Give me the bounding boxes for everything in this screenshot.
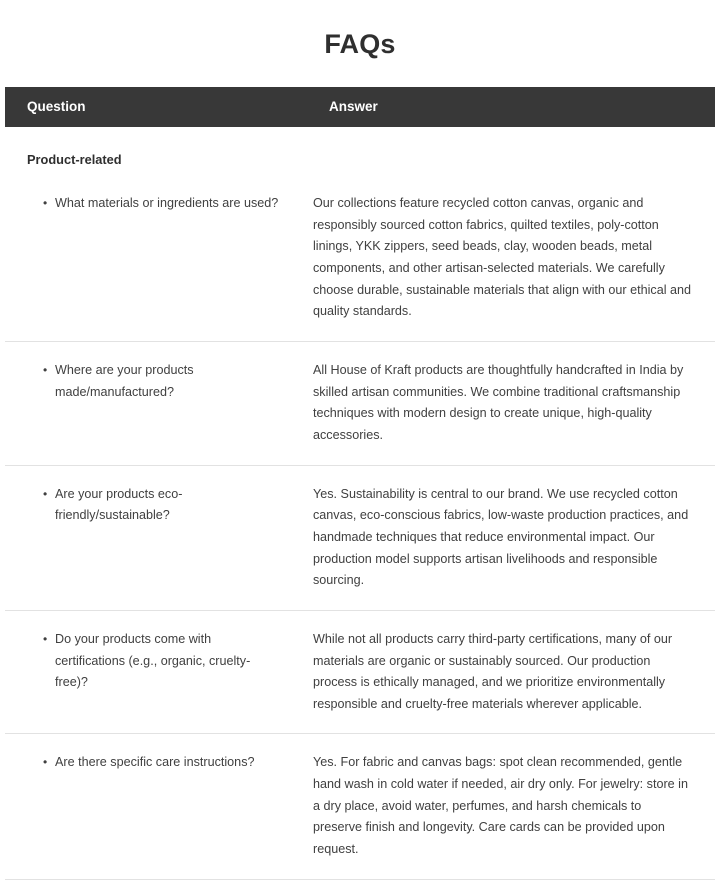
table-row bbox=[5, 465, 715, 610]
question-list bbox=[29, 629, 283, 694]
question-cell bbox=[5, 175, 307, 341]
section-heading-label: Product-related bbox=[27, 152, 122, 167]
question-list bbox=[29, 484, 283, 527]
question-text: • Where are your products made/manufactured? bbox=[43, 360, 283, 403]
answer-cell bbox=[307, 734, 715, 879]
question-list bbox=[29, 193, 283, 215]
answer-text: While not all products carry third-party certifications, many of our materials are organic or sustainably sourced. Our production process is ethically managed, and we prioritize environmentally responsible and cruelty-free materials wherever applicable. bbox=[313, 631, 673, 711]
table-row bbox=[5, 734, 715, 879]
answer-text: Yes. For fabric and canvas bags: spot clean recommended, gentle hand wash in cold water if needed, air dry only. For jewelry: store in a dry place, avoid water, perfumes, and harsh chemicals to preserve finish and longevity. Care cards can be provided upon request. bbox=[313, 755, 688, 857]
question-cell bbox=[5, 734, 307, 879]
question-list bbox=[29, 360, 283, 403]
table-header-row bbox=[5, 87, 715, 127]
column-header-question: Question bbox=[5, 87, 307, 127]
answer-cell bbox=[307, 341, 715, 465]
answer-cell bbox=[307, 610, 715, 734]
question-text: • What materials or ingredients are used? bbox=[43, 193, 283, 215]
answer-text: Our collections feature recycled cotton canvas, organic and responsibly sourced cotton fabrics, quilted textiles, poly-cotton linings, YKK zippers, seed beads, clay, wooden beads, metal components, and other artisan-selected materials. We carefully choose durable, sustainable materials that align with our ethical and quality standards. bbox=[313, 196, 692, 319]
answer-text: All House of Kraft products are thoughtfully handcrafted in India by skilled artisan communities. We combine traditional craftsmanship techniques with modern design to create unique, high-quality accessories. bbox=[313, 362, 684, 442]
table-row bbox=[5, 341, 715, 465]
question-list bbox=[29, 752, 283, 774]
answer-text: Yes. Sustainability is central to our brand. We use recycled cotton canvas, eco-conscious fabrics, low-waste production practices, and handmade techniques that reduce environmental impact. Our production model supports artisan livelihoods and responsible sourcing. bbox=[313, 486, 689, 588]
table-row bbox=[5, 610, 715, 734]
question-cell bbox=[5, 341, 307, 465]
table-header bbox=[5, 87, 715, 127]
question-cell bbox=[5, 610, 307, 734]
table-row bbox=[5, 175, 715, 341]
question-text: • Are your products eco-friendly/sustainable? bbox=[43, 484, 283, 527]
faq-table bbox=[5, 87, 715, 880]
question-text: • Do your products come with certifications (e.g., organic, cruelty-free)? bbox=[43, 629, 283, 694]
column-header-answer: Answer bbox=[307, 87, 715, 127]
question-text: • Are there specific care instructions? bbox=[43, 752, 283, 774]
question-cell bbox=[5, 465, 307, 610]
page-title: FAQs bbox=[324, 29, 396, 59]
section-heading-row bbox=[5, 127, 715, 175]
answer-cell bbox=[307, 465, 715, 610]
answer-cell bbox=[307, 175, 715, 341]
faq-page bbox=[0, 29, 720, 880]
table-body bbox=[5, 127, 715, 879]
